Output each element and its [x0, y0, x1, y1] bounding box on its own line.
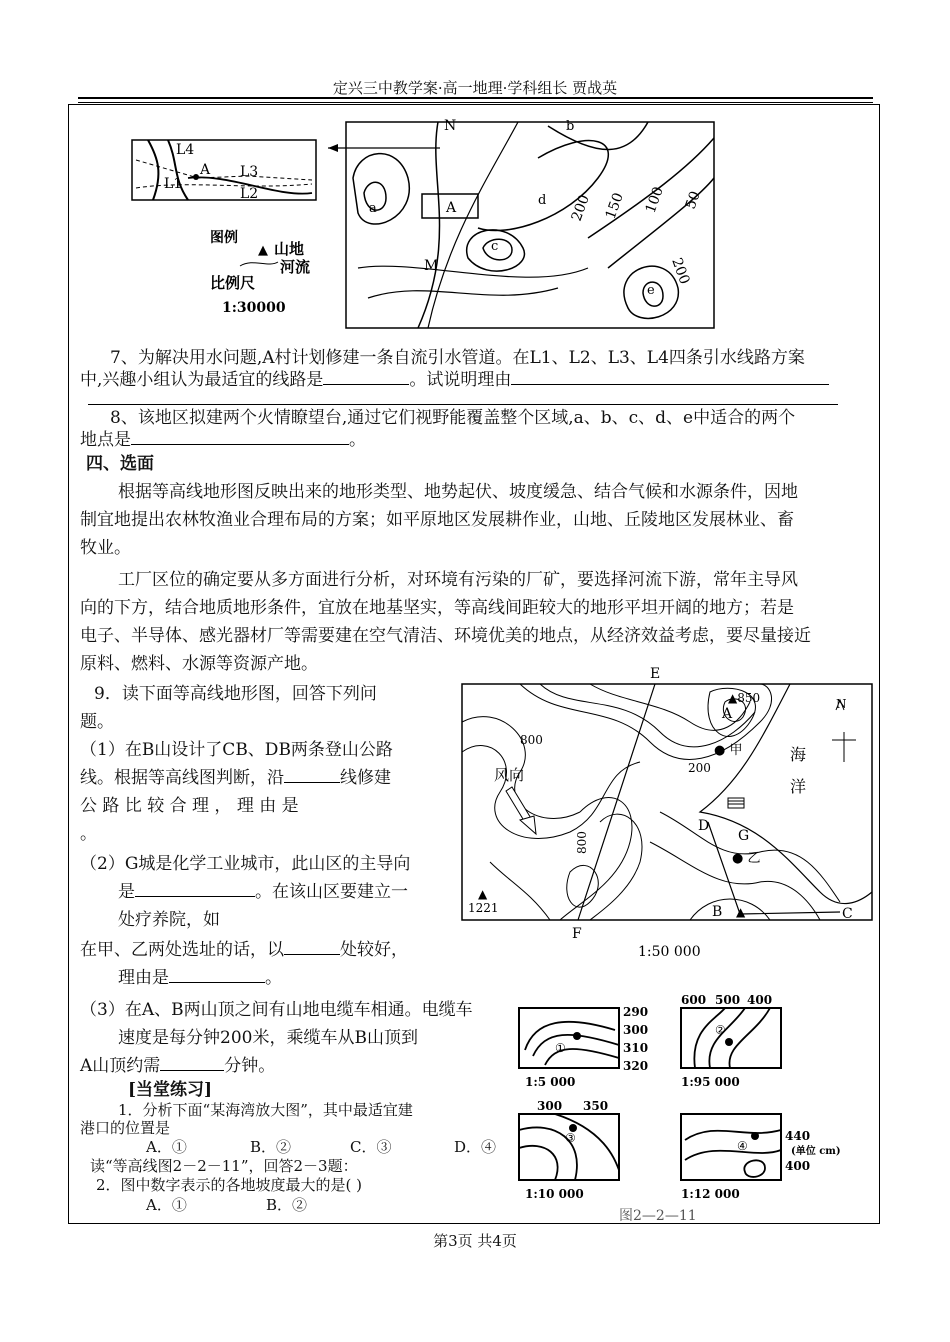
map2-sea-1: 海: [790, 745, 807, 764]
map-m-label: M: [424, 258, 439, 274]
contour-label-200b: 200: [668, 255, 693, 287]
figure-slope-panels: [515, 990, 845, 1226]
map2-b-peak-icon: ▲: [736, 905, 746, 919]
section-p2-line3: 电子、半导体、感光器材厂等需要建在空气清洁、环境优美的地点，从经济效益考虑，要尽量接近: [80, 626, 811, 646]
map-village-label: A: [446, 200, 457, 216]
map-c-label: c: [491, 239, 499, 254]
panel1-label-310: 310: [623, 1041, 649, 1055]
panel4-unit: (单位 cm): [791, 1146, 841, 1157]
q9-s2-line3: 处疗养院，如: [118, 910, 220, 930]
map2-a-height: ▲850: [728, 691, 761, 705]
legend-river: 河流: [280, 258, 311, 276]
map2-g-label: G: [738, 828, 750, 844]
figure3-caption: 图2—2—11: [619, 1208, 697, 1224]
q9-s2-text-b: 。在该山区要建立一: [255, 882, 408, 902]
q9-s2-text-a: 是: [118, 882, 135, 902]
contour-label-50: 50: [682, 189, 704, 212]
panel2-label-600: 600: [681, 993, 707, 1007]
page-footer: 第3页 共4页: [433, 1232, 517, 1250]
q7-text-a: 中,兴趣小组认为最适宜的线路是: [80, 370, 324, 390]
panel3-label-300: 300: [537, 1099, 563, 1113]
practice-q1-option-a[interactable]: A．①: [146, 1138, 187, 1156]
q9-s1-line1: （1）在B山设计了CB、DB两条登山公路: [80, 740, 393, 760]
q9-intro-line1: 9．读下面等高线地形图，回答下列问: [94, 684, 377, 704]
q7-line2: [80, 366, 829, 394]
map-e-label: e: [647, 283, 655, 298]
q9-s2-line1: （2）G城是化学工业城市，此山区的主导向: [80, 854, 411, 874]
panel4-number: ④: [737, 1139, 748, 1153]
q8-text-b: 。: [349, 430, 366, 450]
panel2-label-500: 500: [715, 993, 741, 1007]
legend-scale-label: 比例尺: [210, 274, 256, 292]
map2-c-label: C: [842, 906, 853, 922]
inset-label-l2: L2: [240, 186, 259, 202]
q9-road-blank[interactable]: [284, 764, 340, 783]
inset-label-l1: L1: [164, 176, 183, 192]
map-a-label: a: [369, 201, 377, 216]
q7-reason-blank[interactable]: [511, 366, 829, 385]
map2-d-label: D: [698, 818, 710, 834]
contour-label-200: 200: [568, 192, 593, 224]
map2-peak-height: 1221: [468, 901, 499, 915]
q9-s3-line2: 速度是每分钟200米，乘缆车从B山顶到: [118, 1028, 418, 1048]
legend-scale-value: 1:30000: [222, 300, 286, 316]
contour-label-100: 100: [642, 184, 667, 216]
q8-text-a: 地点是: [80, 430, 131, 450]
map2-wind-label: 风向: [494, 766, 525, 784]
q9-s2-text-f: 。: [265, 968, 282, 988]
map-d-label: d: [538, 193, 547, 208]
practice-q2-option-a[interactable]: A．①: [146, 1196, 187, 1214]
header-rule-thin: [78, 102, 873, 103]
q7-answer-blank[interactable]: [323, 366, 409, 385]
practice-q2-option-b[interactable]: B．②: [266, 1196, 308, 1214]
inset-label-l4: L4: [176, 142, 195, 158]
map2-yi: ● 乙: [732, 851, 761, 866]
section-p2-line2: 向的下方，结合地质地形条件，宜放在地基坚实，等高线间距较大的地形平坦开阔的地方；若是: [80, 598, 794, 618]
legend-title: 图例: [210, 230, 238, 246]
q9-reason-blank[interactable]: [169, 964, 265, 983]
figure-contour-map-village: [128, 118, 718, 330]
q9-s3-text-a: A山顶约需: [80, 1056, 161, 1076]
inset-label-l3: L3: [240, 164, 259, 180]
q9-s1-line2: [80, 764, 391, 792]
map-b-label: b: [566, 119, 575, 134]
mountain-icon: ▲: [258, 243, 268, 258]
practice-title: [当堂练习]: [128, 1080, 213, 1100]
panel1-label-300: 300: [623, 1023, 649, 1037]
panel4-label-400: 400: [785, 1159, 811, 1173]
panel-4: [681, 1114, 841, 1201]
practice-q1-option-b[interactable]: B．②: [250, 1138, 292, 1156]
river-icon: [240, 262, 278, 266]
panel1-scale: 1:5 000: [525, 1075, 576, 1089]
panel3-number: ③: [565, 1131, 576, 1145]
q9-minutes-blank[interactable]: [160, 1052, 224, 1071]
map2-jia: ● 甲: [714, 743, 743, 758]
section-p1-line2: 制宜地提出农林牧渔业合理布局的方案；如平原地区发展耕作业，山地、丘陵地区发展林业、畜: [80, 510, 794, 530]
section-p2-line4: 原料、燃料、水源等资源产地。: [80, 654, 318, 674]
q9-s2-text-d: 处较好，: [340, 940, 408, 960]
q9-s2-line5: [118, 964, 282, 992]
map2-contour-800: 800: [520, 733, 543, 747]
legend-mountain: 山地: [274, 240, 305, 258]
q9-s3-text-b: 分钟。: [224, 1056, 276, 1076]
practice-q1-line2: 港口的位置是: [80, 1119, 171, 1137]
panel2-number: ②: [715, 1023, 726, 1037]
q8-answer-blank[interactable]: [131, 426, 349, 445]
contour-label-150: 150: [602, 190, 627, 222]
panel-3: [519, 1099, 619, 1201]
practice-q1-option-d[interactable]: D．④: [454, 1138, 497, 1156]
map-legend: [210, 229, 310, 316]
map2-sea-2: 洋: [790, 777, 807, 796]
q9-wind-blank[interactable]: [135, 878, 255, 897]
q9-s1-line4: 。: [80, 824, 97, 844]
q7-line1: 7、为解决用水问题,A村计划修建一条自流引水管道。在L1、L2、L3、L4四条引水线路方案: [110, 348, 805, 368]
q9-s2-line4: [80, 936, 408, 964]
q9-s3-line1: （3）在A、B两山顶之间有山地电缆车相通。电缆车: [80, 1000, 473, 1020]
header-rule: [78, 97, 873, 99]
panel4-scale: 1:12 000: [681, 1187, 740, 1201]
q9-s1-line3: 公 路 比 较 合 理 ， 理 由 是: [80, 796, 299, 816]
practice-q1-line1: 1．分析下面“某海湾放大图”，其中最适宜建: [118, 1101, 413, 1119]
panel1-label-290: 290: [623, 1005, 649, 1019]
page-header: 定兴三中教学案·高一地理·学科组长 贾战英: [332, 79, 618, 97]
q9-s1-text-b: 线修建: [340, 768, 391, 788]
section-p1-line3: 牧业。: [80, 538, 131, 558]
panel1-label-320: 320: [623, 1059, 649, 1073]
inset-map: [132, 140, 316, 202]
panel-2: [681, 993, 781, 1089]
practice-q2-line: 2．图中数字表示的各地坡度最大的是( ): [96, 1176, 363, 1194]
q9-s2-text-c: 在甲、乙两处选址的话，以: [80, 940, 284, 960]
panel2-scale: 1:95 000: [681, 1075, 740, 1089]
map2-peak-icon: ▲: [478, 887, 488, 901]
map2-e-label: E: [650, 666, 661, 682]
inset-label-a: A: [200, 162, 211, 178]
q9-s2-line2: [118, 878, 408, 906]
figure-contour-map-coast: [460, 662, 880, 962]
map2-a-label: A: [722, 706, 733, 722]
q9-s1-text-a: 线。根据等高线图判断，沿: [80, 768, 284, 788]
practice-q1-option-c[interactable]: C．③: [350, 1138, 392, 1156]
map2-contour-200: 200: [688, 761, 711, 775]
q9-site-blank[interactable]: [284, 936, 340, 955]
map-north-label: N: [444, 118, 457, 134]
panel2-label-400: 400: [747, 993, 773, 1007]
q9-intro-line2: 题。: [80, 712, 114, 732]
q7-text-b: 。试说明理由: [409, 370, 512, 390]
panel4-label-440: 440: [785, 1129, 811, 1143]
map2-b-label: B: [712, 904, 723, 920]
section-p1-line1: 根据等高线地形图反映出来的地形类型、地势起伏、坡度缓急、结合气候和水源条件，因地: [118, 482, 798, 502]
q8-line1: 8、该地区拟建两个火情瞭望台,通过它们视野能覆盖整个区域,a、b、c、d、e中适合的两个: [110, 408, 796, 428]
map2-f-label: F: [572, 926, 582, 942]
section-p2-line1: 工厂区位的确定要从多方面进行分析，对环境有污染的厂矿，要选择河流下游，常年主导风: [118, 570, 798, 590]
q9-s2-text-e: 理由是: [118, 968, 169, 988]
main-contour-map: [346, 118, 714, 328]
panel3-label-350: 350: [583, 1099, 609, 1113]
panel3-scale: 1:10 000: [525, 1187, 584, 1201]
practice-q2-intro: 读“等高线图2－2－11”，回答2－3题：: [90, 1157, 358, 1175]
map2-scale: 1:50 000: [638, 944, 701, 960]
map2-north-label: N: [836, 697, 847, 711]
panel1-number: ①: [555, 1041, 566, 1055]
section-title: 四、选面: [86, 454, 154, 474]
map2-contour-800b: 800: [575, 831, 589, 854]
panel-1: [519, 1005, 648, 1089]
